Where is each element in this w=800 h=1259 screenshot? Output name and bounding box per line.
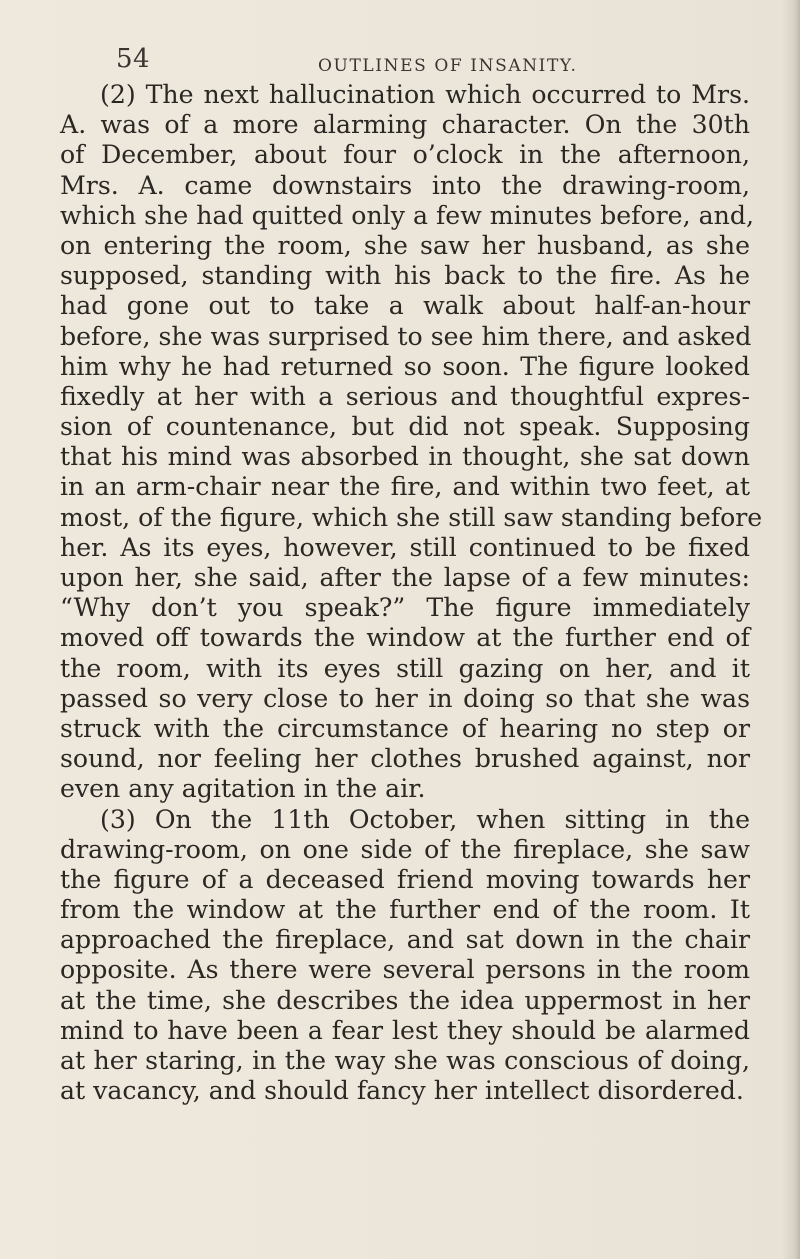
text-line: Mrs. A. came downstairs into the drawing-room, — [60, 170, 750, 200]
text-line: that his mind was absorbed in thought, she sat down — [60, 442, 750, 472]
running-head: OUTLINES OF INSANITY. — [318, 56, 578, 76]
text-line: opposite. As there were several persons in the room — [60, 955, 750, 985]
text-line: supposed, standing with his back to the fire. As he — [60, 261, 750, 291]
text-line: A. was of a more alarming character. On the 30th — [60, 110, 750, 140]
page-number: 54 — [116, 44, 151, 74]
text-line: at the time, she describes the idea uppermost in her — [60, 985, 750, 1015]
text-line: him why he had returned so soon. The figure looked — [60, 351, 750, 381]
text-line: drawing-room, on one side of the fireplace, she saw — [60, 834, 750, 864]
text-line: mind to have been a fear lest they should be alarmed — [60, 1015, 750, 1045]
text-line: (3) On the 11th October, when sitting in the — [100, 804, 750, 834]
text-line: sion of countenance, but did not speak. Supposing — [60, 412, 750, 442]
text-line: upon her, she said, after the lapse of a few minutes: — [60, 563, 750, 592]
text-line: the room, with its eyes still gazing on her, and it — [60, 653, 750, 683]
text-line: before, she was surprised to see him there, and asked — [60, 321, 752, 351]
page-header — [0, 44, 800, 84]
text-line: at her staring, in the way she was conscious of doing, — [60, 1046, 750, 1075]
text-line: at vacancy, and should fancy her intellect disordered. — [60, 1076, 744, 1106]
text-line: struck with the circumstance of hearing no step or — [60, 713, 750, 743]
text-line: passed so very close to her in doing so that she was — [60, 683, 750, 713]
body-text — [60, 80, 763, 1106]
text-line: most, of the figure, which she still saw standing before — [60, 502, 763, 532]
text-line: even any agitation in the air. — [60, 774, 426, 804]
text-line: “Why don’t you speak?” The figure immediately — [60, 593, 750, 623]
text-line: moved off towards the window at the further end of — [60, 623, 750, 653]
text-line: approached the fireplace, and sat down in the chair — [60, 925, 750, 955]
text-line: her. As its eyes, however, still continued to be fixed — [60, 532, 750, 562]
text-line: on entering the room, she saw her husband, as she — [60, 230, 750, 260]
text-line: the figure of a deceased friend moving towards her — [60, 864, 750, 894]
text-line: which she had quitted only a few minutes before, and, — [60, 200, 754, 230]
text-line: had gone out to take a walk about half-an-hour — [60, 291, 750, 321]
text-line: of December, about four o’clock in the afternoon, — [60, 140, 750, 170]
text-line: fixedly at her with a serious and thoughtful expres- — [60, 381, 750, 411]
page-edge-shadow — [782, 0, 800, 1259]
text-line: from the window at the further end of the room. It — [60, 895, 750, 925]
text-line: sound, nor feeling her clothes brushed against, nor — [60, 744, 750, 774]
text-line: (2) The next hallucination which occurred to Mrs. — [100, 80, 750, 109]
text-line: in an arm-chair near the fire, and within two feet, at — [60, 472, 750, 502]
